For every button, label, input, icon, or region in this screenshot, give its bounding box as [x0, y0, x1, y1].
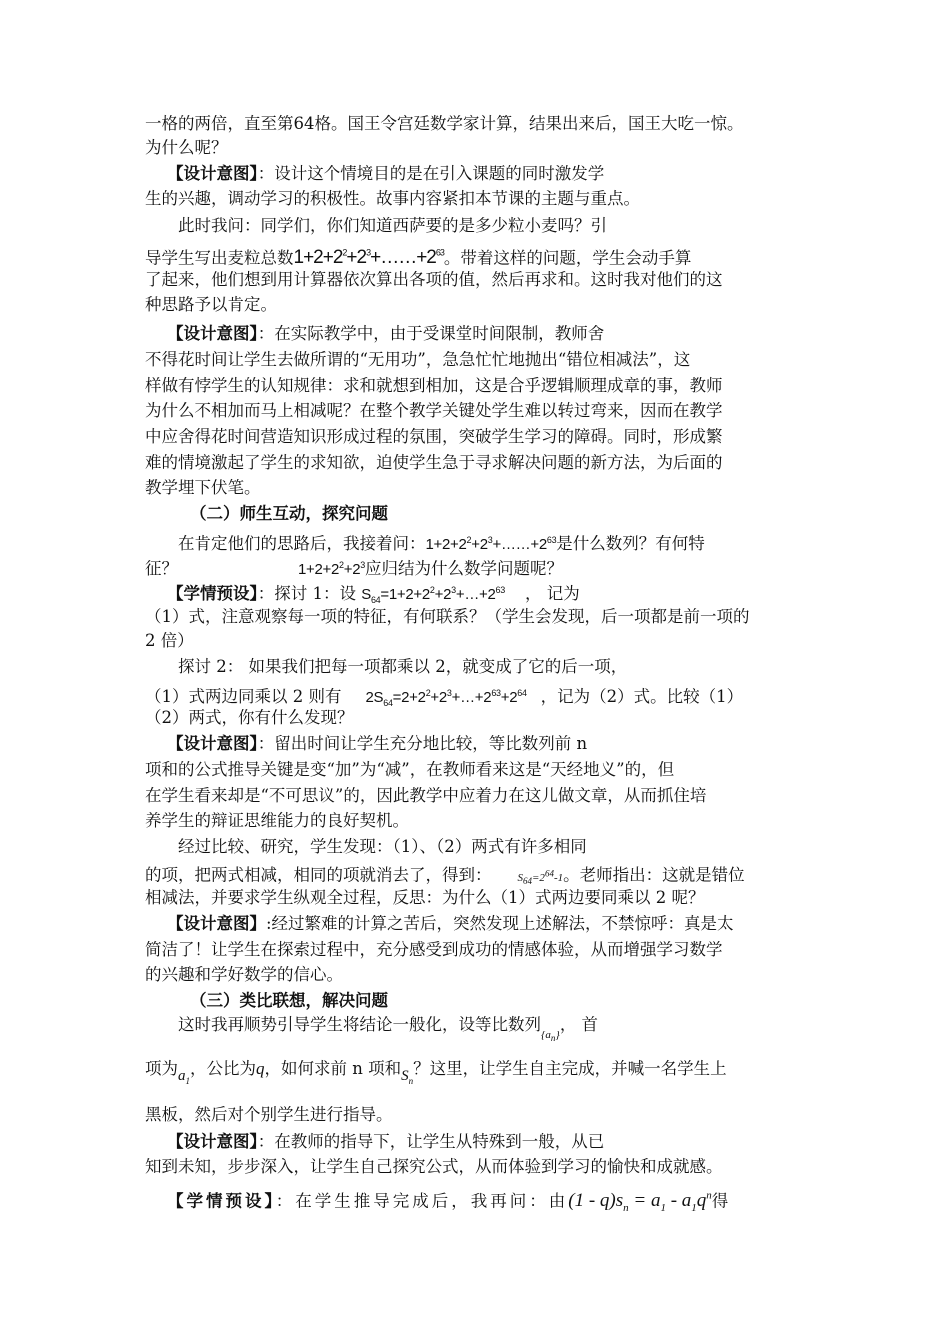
text-line: 项和的公式推导关键是变“加”为“减”，在教师看来这是“天经地义”的，但: [145, 760, 675, 779]
design-intent-label: 【设计意图】: [167, 1132, 258, 1151]
section-heading-3: （三）类比联想，解决问题: [190, 991, 388, 1010]
text-line: （1）式两边同乘以 2 则有 $2S_{64}=2+2^2+2^3+\dots+2^{63}+2^{64}$ ，记为（2）式。比较（1）: [145, 687, 744, 708]
text-line: 项为$a_1$，公比为q，如何求前 n 项和$S_n$？这里，让学生自主完成，并喊一名学生上: [145, 1059, 727, 1086]
text-line: 种思路予以肯定。: [145, 295, 277, 314]
text-line: 了起来，他们想到用计算器依次算出各项的值，然后再求和。这时我对他们的这: [145, 270, 723, 289]
text-line: 生的兴趣，调动学习的积极性。故事内容紧扣本节课的主题与重点。: [145, 189, 640, 208]
design-intent-label: 【设计意图】: [167, 914, 266, 933]
text-line: （2）两式，你有什么发现？: [145, 708, 354, 727]
design-intent-5: 【设计意图】：在教师的指导下，让学生从特殊到一般，从已: [167, 1132, 605, 1151]
text-line: 一格的两倍，直至第64格。国王令宫廷数学家计算，结果出来后，国王大吃一惊。: [145, 114, 744, 133]
text-line: 养学生的辩证思维能力的良好契机。: [145, 811, 409, 830]
text-line: 在学生看来却是“不可思议”的，因此教学中应着力在这儿做文章，从而抓住培: [145, 786, 707, 805]
text-line: 此时我问：同学们，你们知道西萨要的是多少粒小麦吗？引: [178, 216, 607, 235]
text-line: 征？ $1+2+2^2+2^3$应归结为什么数学问题呢？: [145, 559, 563, 578]
text-line: 不得花时间让学生去做所谓的“无用功”，急急忙忙地抛出“错位相减法”，这: [145, 350, 691, 369]
text-line: 经过比较、研究，学生发现：（1）、（2）两式有许多相同: [178, 837, 587, 856]
equation-2: $2S_{64}=2+2^2+2^3+\dots+2^{63}+2^{64}$: [365, 688, 527, 708]
text-line: 为什么不相加而马上相减呢？在整个教学关键处学生难以转过弯来，因而在教学: [145, 401, 723, 420]
design-intent-4: 【设计意图】:经过繁难的计算之苦后，突然发现上述解法，不禁惊呼：真是太: [167, 914, 734, 933]
sum-formula-overlap: $1+2+2^2+2^3$: [298, 560, 365, 578]
text-line: 知到未知，步步深入，让学生自己探究公式，从而体验到学习的愉快和成就感。: [145, 1157, 723, 1176]
section-heading-2: （二）师生互动，探究问题: [190, 504, 388, 523]
equation-result: $S_{64}=2^{64}-1$: [517, 868, 564, 886]
student-preview-label: 【学情预设】: [167, 1191, 276, 1211]
student-preview-2: 【学情预设】：在学生推导完成后，我再问：由$(1 - q)s_n = a_1 - a_1q^n$得: [167, 1190, 729, 1215]
text-line: 的兴趣和学好数学的信心。: [145, 965, 343, 984]
text-line: 样做有悖学生的认知规律：求和就想到相加，这是合乎逻辑顺理成章的事，教师: [145, 376, 723, 395]
text-line: 相减法，并要求学生纵观全过程，反思：为什么（1）式两边要同乘以 2 呢？: [145, 888, 705, 907]
text-line: 的项，把两式相减，相同的项就消去了，得到： $S_{64}=2^{64}-1$。老师指出：这就是错位: [145, 865, 745, 886]
student-preview-1: 【学情预设】：探讨 1：设 $S_{64}=1+2+2^2+2^3+\dots+2^{63}$ ， 记为: [167, 584, 580, 605]
wheat-sum-formula: $1+2+2^2+2^3+\dots\dots+2^{63}$: [293, 247, 444, 269]
design-intent-label: 【设计意图】: [167, 164, 258, 183]
text-line: 简洁了！让学生在探索过程中，充分感受到成功的情感体验，从而增强学习数学: [145, 940, 723, 959]
text-line: 2 倍）: [145, 631, 194, 650]
sum-Sn: $S_n$: [401, 1068, 414, 1086]
text-line: 这时我再顺势引导学生将结论一般化，设等比数列$_{\{a_n\}}$， 首: [178, 1015, 599, 1044]
first-term-a1: $a_1$: [178, 1068, 190, 1086]
student-preview-label: 【学情预设】: [167, 584, 258, 603]
text-line: 为什么呢？: [145, 138, 228, 157]
text-line: 教学埋下伏笔。: [145, 478, 261, 497]
ratio-q: q: [256, 1059, 265, 1078]
design-intent-1: 【设计意图】：设计这个情境目的是在引入课题的同时激发学: [167, 164, 605, 183]
design-intent-3: 【设计意图】：留出时间让学生充分地比较，等比数列前 n: [167, 734, 588, 753]
text-line: 中应舍得花时间营造知识形成过程的氛围，突破学生学习的障碍。同时，形成繁: [145, 427, 723, 446]
text-line: 探讨 2： 如果我们把每一项都乘以 2，就变成了它的后一项，: [178, 657, 628, 676]
sum-formula: $1+2+2^2+2^3+\dots\dots+2^{63}$: [425, 535, 557, 553]
text-line: 黑板，然后对个别学生进行指导。: [145, 1105, 393, 1124]
text-line: （1）式，注意观察每一项的特征，有何联系？（学生会发现，后一项都是前一项的: [145, 607, 750, 626]
text-line: 导学生写出麦粒总数$1+2+2^2+2^3+\dots\dots+2^{63}$。带着这样的问题，学生会动手算: [145, 247, 692, 269]
sequence-an: {an}: [541, 1029, 560, 1044]
design-intent-2: 【设计意图】：在实际教学中，由于受课堂时间限制，教师舍: [167, 324, 605, 343]
text-line: 在肯定他们的思路后，我接着问：$1+2+2^2+2^3+\dots\dots+2^{63}$是什么数列？有何特: [178, 534, 705, 553]
design-intent-label: 【设计意图】: [167, 324, 258, 343]
text-line: 难的情境激起了学生的求知欲，迫使学生急于寻求解决问题的新方法，为后面的: [145, 453, 723, 472]
design-intent-label: 【设计意图】: [167, 734, 258, 753]
equation-1: $S_{64}=1+2+2^2+2^3+\dots+2^{63}$: [361, 585, 505, 605]
final-formula: $(1 - q)s_n = a_1 - a_1q^n$: [568, 1190, 712, 1215]
